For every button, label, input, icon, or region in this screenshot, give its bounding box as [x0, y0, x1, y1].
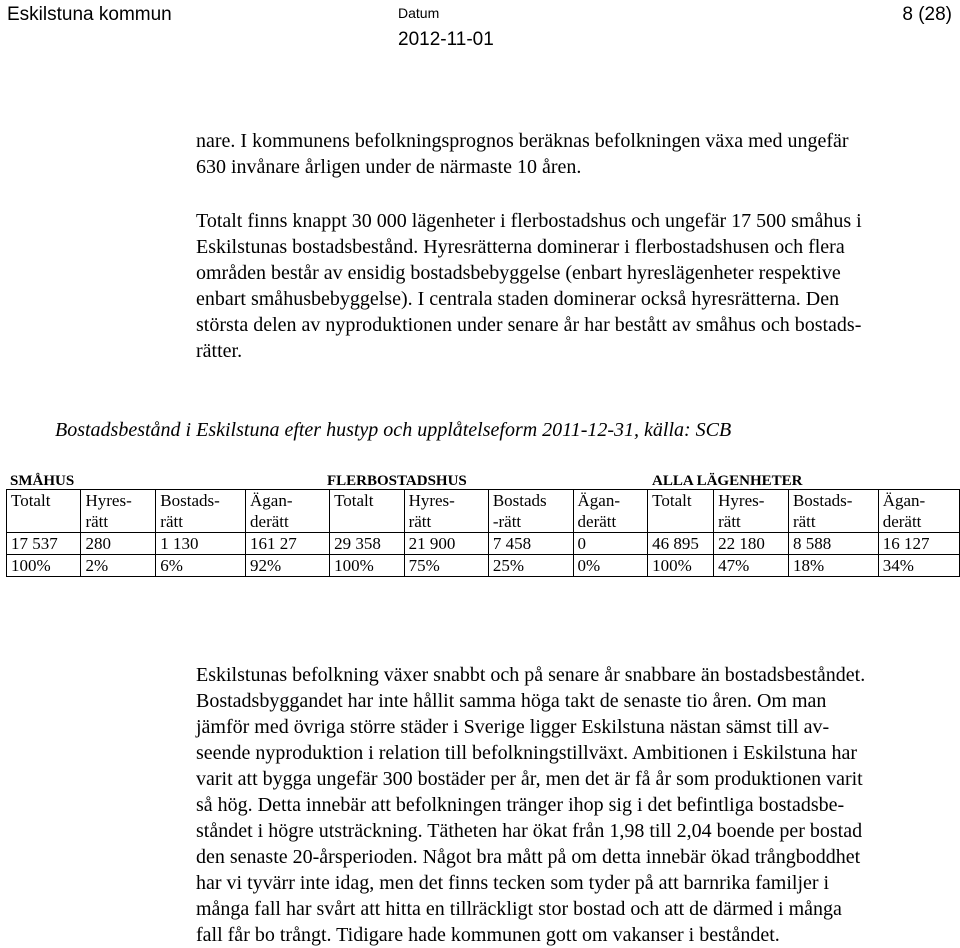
group-header-smahus: SMÅHUS [10, 473, 75, 489]
page-header [0, 0, 960, 60]
text-line: ståndet i högre utsträckning. Tätheten har ökat från 1,98 till 2,04 boende per bostad [196, 820, 863, 842]
text-line: många fall har svårt att hitta en tillräckligt stor bostad och att de därmed i många [196, 898, 842, 920]
text-line: enbart småhusbebyggelse). I centrala staden dominerar också hyresrätterna. Den [196, 288, 840, 310]
table-cell: 100% [7, 555, 81, 577]
table-header-row [7, 490, 960, 533]
text-line: den senaste 20-årsperioden. Något bra mått på om detta innebär ökad trångboddhet [196, 846, 861, 868]
table-cell: 100% [648, 555, 714, 577]
document-date: 2012-11-01 [398, 29, 494, 50]
column-header: Totalt [7, 490, 81, 533]
table-cell: 34% [878, 555, 959, 577]
table-cell: 75% [404, 555, 488, 577]
text-line: så hög. Detta innebär att befolkningen tränger ihop sig i det befintliga bostadsbe- [196, 794, 845, 816]
table-cell: 22 180 [714, 533, 789, 555]
table-cell: 7 458 [488, 533, 573, 555]
text-line: Eskilstunas befolkning växer snabbt och på senare år snabbare än bostadsbeståndet. [196, 664, 866, 686]
table-cell: 0% [573, 555, 648, 577]
column-header: Hyres- rätt [714, 490, 789, 533]
column-header: Ägan- derätt [573, 490, 648, 533]
table-cell: 46 895 [648, 533, 714, 555]
table-cell: 47% [714, 555, 789, 577]
paragraph-housing-stock [196, 208, 862, 364]
column-header: Hyres- rätt [81, 490, 156, 533]
table-cell: 92% [246, 555, 330, 577]
page-number: 8 (28) [902, 4, 952, 25]
table-cell: 29 358 [330, 533, 404, 555]
table-cell: 161 27 [246, 533, 330, 555]
column-header: Bostads- rätt [788, 490, 878, 533]
text-line: har vi tyvärr inte idag, men det finns tecken som tyder på att barnrika familjer i [196, 872, 830, 894]
table-cell: 2% [81, 555, 156, 577]
column-header: Hyres- rätt [404, 490, 488, 533]
text-line: fall får bo trångt. Tidigare hade kommunen gott om vakanser i beståndet. [196, 924, 780, 946]
table-cell: 100% [330, 555, 404, 577]
table-cell: 18% [788, 555, 878, 577]
table-cell: 0 [573, 533, 648, 555]
date-label: Datum [398, 5, 440, 21]
column-header: Totalt [330, 490, 404, 533]
table-row [7, 533, 960, 555]
text-line: rätter. [196, 340, 243, 362]
text-line: Totalt finns knappt 30 000 lägenheter i flerbostadshus och ungefär 17 500 småhus i [196, 210, 862, 232]
group-header-flerbostadshus: FLERBOSTADSHUS [327, 473, 467, 489]
column-header: Totalt [648, 490, 714, 533]
group-header-alla-lagenheter: ALLA LÄGENHETER [652, 473, 803, 489]
text-line: största delen av nyproduktionen under senare år har bestått av småhus och bostads- [196, 314, 862, 336]
text-line: seende nyproduktion i relation till befolkningstillväxt. Ambitionen i Eskilstuna har [196, 742, 858, 764]
table-cell: 17 537 [7, 533, 81, 555]
table-cell: 6% [156, 555, 246, 577]
housing-stock-table [6, 489, 960, 577]
table-cell: 25% [488, 555, 573, 577]
table-cell: 16 127 [878, 533, 959, 555]
text-line: områden består av ensidig bostadsbebyggelse (enbart hyreslägenheter respektive [196, 262, 841, 284]
table-cell: 280 [81, 533, 156, 555]
table-caption: Bostadsbestånd i Eskilstuna efter hustyp och upplåtelseform 2011-12-31, källa: SCB [55, 419, 732, 441]
table-cell: 8 588 [788, 533, 878, 555]
column-header: Ägan- derätt [246, 490, 330, 533]
paragraph-population-growth [196, 662, 865, 948]
text-line: 630 invånare årligen under de närmaste 10 åren. [196, 156, 582, 178]
text-line: varit att bygga ungefär 300 bostäder per år, men det är få år som produktionen varit [196, 768, 863, 790]
text-line: jämför med övriga större städer i Sverige ligger Eskilstuna nästan sämst till av- [196, 716, 830, 738]
text-line: nare. I kommunens befolkningsprognos beräknas befolkningen växa med ungefär [196, 130, 849, 152]
table-cell: 1 130 [156, 533, 246, 555]
column-header: Bostads -rätt [488, 490, 573, 533]
table-cell: 21 900 [404, 533, 488, 555]
column-header: Ägan- derätt [878, 490, 959, 533]
table-row [7, 555, 960, 577]
text-line: Eskilstunas bostadsbestånd. Hyresrätterna dominerar i flerbostadshusen och flera [196, 236, 845, 258]
paragraph-population-forecast [196, 128, 849, 180]
text-line: Bostadsbyggandet har inte hållit samma höga takt de senaste tio åren. Om man [196, 690, 827, 712]
column-header: Bostads- rätt [156, 490, 246, 533]
organization-name: Eskilstuna kommun [7, 4, 172, 25]
